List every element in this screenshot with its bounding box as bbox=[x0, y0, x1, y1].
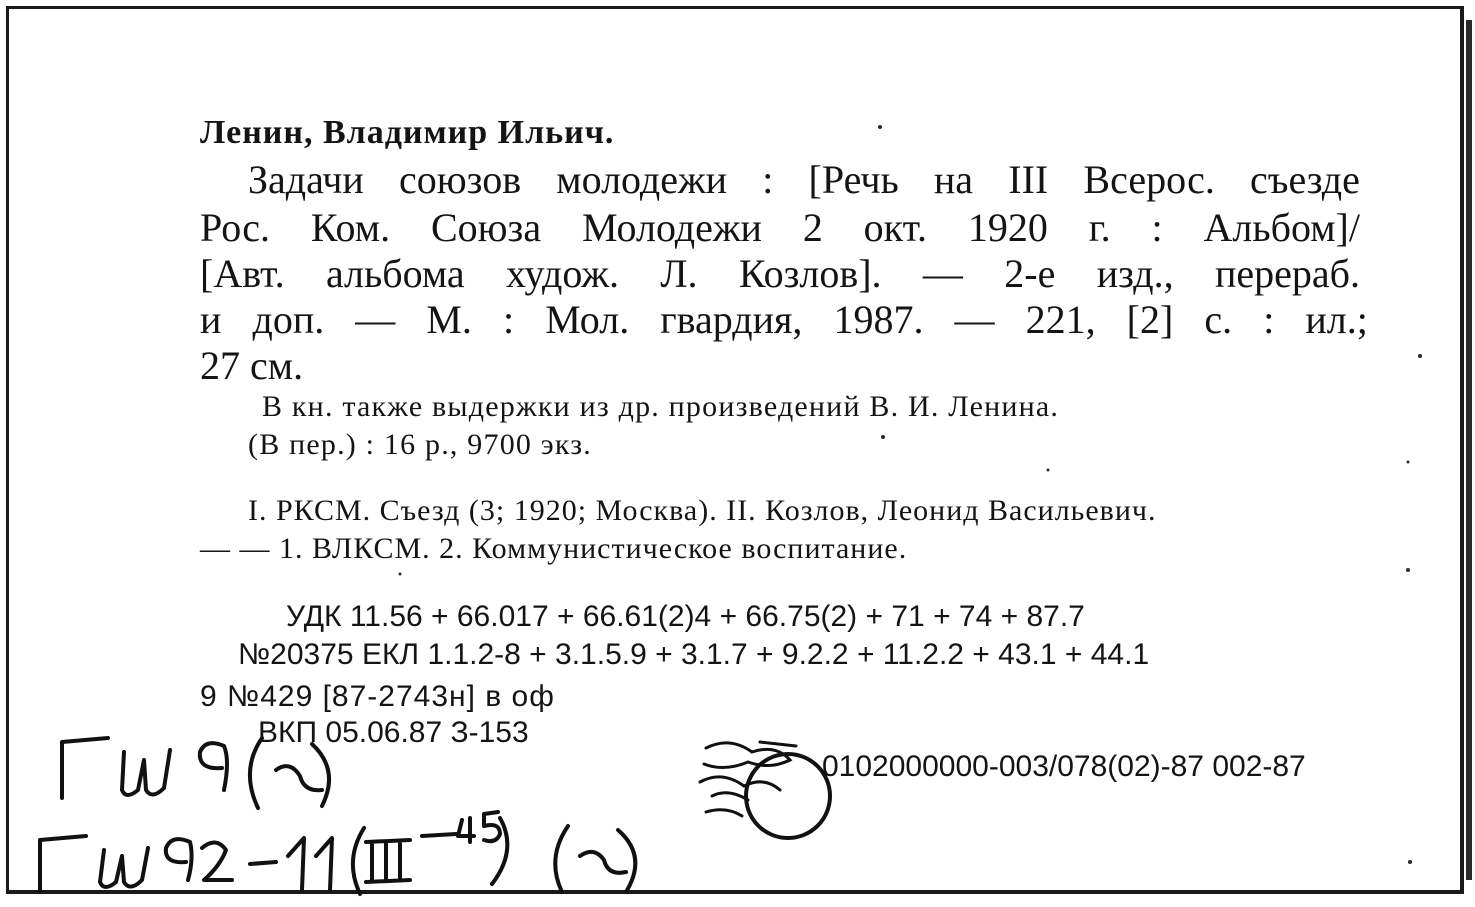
title-word: Мол. bbox=[545, 297, 630, 342]
title-word: [Авт. bbox=[200, 251, 285, 296]
author-heading: Ленин, Владимир Ильич. bbox=[200, 114, 615, 151]
hand-letter-g2 bbox=[580, 852, 626, 873]
title-word: доп. bbox=[252, 297, 325, 342]
title-word: изд., bbox=[1096, 251, 1174, 296]
title-word: 2 bbox=[802, 205, 823, 250]
ekl-classification: №20375 ЕКЛ 1.1.2-8 + 3.1.5.9 + 3.1.7 + 9.2.2 + 11.2.2 + 43.1 + 44.1 bbox=[238, 638, 1150, 671]
title-word: — bbox=[355, 297, 396, 342]
hand-letter-g1 bbox=[276, 766, 322, 790]
hand-digit-5 bbox=[484, 812, 500, 841]
title-word: Ком. bbox=[310, 205, 391, 250]
stamp-circle bbox=[746, 754, 830, 838]
order-number: 9 №429 [87-2743н] в оф bbox=[200, 680, 555, 713]
hand-paren-open2 bbox=[353, 828, 364, 894]
hand-paren-open1 bbox=[250, 738, 262, 808]
price-note: (В пер.) : 16 р., 9700 экз. bbox=[248, 428, 593, 461]
title-word: [Речь bbox=[808, 157, 899, 202]
title-word: окт. bbox=[863, 205, 928, 250]
title-word: гвардия, bbox=[660, 297, 803, 342]
title-word: Всерос. bbox=[1083, 157, 1215, 202]
title-word: перераб. bbox=[1214, 251, 1360, 296]
title-word: и bbox=[200, 297, 222, 342]
hand-letter-G2 bbox=[40, 836, 86, 892]
hand-roman-III bbox=[366, 840, 410, 882]
title-word: — bbox=[954, 297, 995, 342]
udc-classification: УДК 11.56 + 66.017 + 66.61(2)4 + 66.75(2) + 71 + 74 + 87.7 bbox=[286, 600, 1085, 633]
title-word: с. bbox=[1204, 297, 1233, 342]
hand-digit-2 bbox=[202, 842, 232, 880]
title-word: III bbox=[1008, 157, 1049, 202]
title-word: 1987. bbox=[833, 297, 924, 342]
title-word: Рос. bbox=[200, 205, 270, 250]
hand-paren-close1 bbox=[312, 744, 329, 806]
hand-paren-open3 bbox=[555, 826, 568, 892]
title-word: Альбом]/ bbox=[1203, 205, 1360, 250]
hand-paren-close3 bbox=[618, 830, 635, 892]
hand-digit-9b bbox=[166, 839, 192, 880]
title-word: ил.; bbox=[1305, 297, 1368, 342]
title-word: Л. bbox=[660, 251, 698, 296]
physical-size: 27 см. bbox=[200, 343, 304, 388]
hand-digit-1a bbox=[288, 838, 304, 890]
title-word: 2-е bbox=[1004, 251, 1056, 296]
title-word: 1920 bbox=[967, 205, 1048, 250]
title-word: : bbox=[1151, 205, 1163, 250]
title-word: Задачи bbox=[248, 157, 364, 202]
title-word: альбома bbox=[325, 251, 465, 296]
title-word: г. bbox=[1088, 205, 1111, 250]
title-word: : bbox=[503, 297, 515, 342]
subject-headings-1: I. РКСМ. Съезд (3; 1920; Москва). II. Козлов, Леонид Васильевич. bbox=[248, 494, 1157, 527]
title-word: на bbox=[933, 157, 974, 202]
title-word: М. bbox=[426, 297, 472, 342]
hand-digit-1b bbox=[316, 838, 332, 890]
title-word: худож. bbox=[506, 251, 619, 296]
hand-letter-G1 bbox=[62, 738, 108, 798]
hand-letter-Sh2 bbox=[100, 848, 148, 887]
hand-dash bbox=[250, 862, 276, 864]
title-word: [2] bbox=[1126, 297, 1174, 342]
hand-overline bbox=[422, 834, 456, 836]
title-word: Молодежи bbox=[581, 205, 762, 250]
title-word: Союза bbox=[430, 205, 542, 250]
hand-letter-Sh1 bbox=[122, 750, 170, 795]
title-word: съезде bbox=[1250, 157, 1360, 202]
title-word: Козлов]. bbox=[738, 251, 882, 296]
content-note: В кн. также выдержки из др. произведений В. И. Ленина. bbox=[262, 390, 1060, 423]
title-word: союзов bbox=[399, 157, 522, 202]
title-word: — bbox=[922, 251, 963, 296]
title-word: : bbox=[1263, 297, 1275, 342]
isbn-code: 0102000000-003/078(02)-87 002-87 bbox=[822, 750, 1306, 783]
subject-headings-2: — — 1. ВЛКСМ. 2. Коммунистическое воспитание. bbox=[200, 532, 908, 565]
title-word: молодежи bbox=[556, 157, 728, 202]
vkp-line: ВКП 05.06.87 З-153 bbox=[258, 716, 529, 749]
print-specks bbox=[399, 125, 1423, 864]
title-word: : bbox=[762, 157, 774, 202]
title-word: 221, bbox=[1025, 297, 1096, 342]
hand-digit-4 bbox=[458, 818, 474, 842]
hand-digit-9 bbox=[200, 743, 227, 790]
